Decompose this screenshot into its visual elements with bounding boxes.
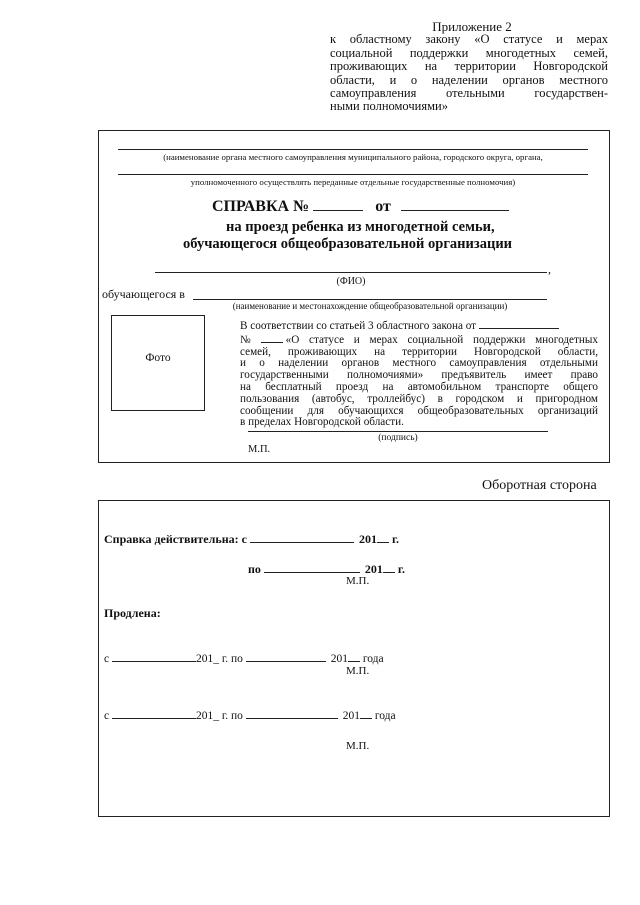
body-line-2: № «О статусе и мерах социальной поддержки многодетных	[240, 333, 598, 346]
body-line-8: сообщении для обучающихся общеобразовательных организаций	[240, 404, 598, 417]
appendix-line-4: области, и о наделении органов местного	[330, 72, 608, 87]
body-line-9: в пределах Новгородской области.	[240, 416, 404, 429]
valid-from-year-blank[interactable]	[377, 532, 389, 543]
certificate-subtitle-1: на проезд ребенка из многодетной семьи,	[226, 219, 495, 235]
extension-row-1: с 201_ г. по 201 года	[104, 653, 384, 665]
certificate-title	[212, 198, 509, 216]
appendix-line-5: самоуправления отельными государствен-	[330, 86, 608, 101]
signature-caption: (подпись)	[378, 433, 418, 443]
valid-to-year-blank[interactable]	[383, 562, 395, 573]
valid-to-date-blank[interactable]	[264, 562, 360, 573]
number-blank[interactable]	[313, 200, 363, 211]
valid-to-label: по	[248, 562, 261, 576]
appendix-line-6: ными полномочиями»	[330, 99, 448, 114]
ext2-year-blank[interactable]	[360, 708, 372, 719]
fio-caption: (ФИО)	[336, 276, 366, 287]
body-line-3: семей, проживающих на территории Новгородской области,	[240, 345, 598, 358]
valid-from-year-suffix: г.	[391, 532, 400, 546]
valid-to-row	[248, 562, 405, 577]
extension-row-2: с 201_ г. по 201 года	[104, 710, 396, 722]
ext2-to-blank[interactable]	[246, 708, 338, 719]
extended-label: Продлена:	[104, 606, 161, 620]
body-line-7: пользования (автобус, троллейбус) в городском и пригородном	[240, 392, 598, 405]
certificate-body	[240, 319, 598, 429]
ext1-to-blank[interactable]	[246, 651, 326, 662]
org-line-1	[118, 149, 588, 150]
title-from: от	[375, 198, 391, 215]
school-line[interactable]	[193, 299, 547, 300]
ext2-from-blank[interactable]	[112, 708, 196, 719]
valid-from-date-blank[interactable]	[250, 532, 354, 543]
body-line-4: и о наделении органов местного самоуправления отдельными	[240, 357, 598, 370]
valid-from-row	[104, 532, 399, 547]
body-line-6: на бесплатный проезд на автомобильном транспорте общего	[240, 380, 598, 393]
org-caption-2: уполномоченного осуществлять переданные отдельные государственные полномочия)	[190, 177, 516, 187]
appendix-title: Приложение 2	[432, 19, 512, 34]
law-date-blank[interactable]	[479, 319, 559, 329]
school-caption: (наименование и местонахождение общеобразовательной организации)	[232, 301, 508, 311]
body-line-1: В соответствии со статьей 3 областного закона от	[240, 319, 598, 333]
photo-label: Фото	[145, 352, 171, 364]
back-side-label: Оборотная сторона	[482, 478, 597, 493]
appendix-header	[330, 20, 608, 114]
org-line-2	[118, 174, 588, 175]
appendix-line-2: социальной поддержки многодетных семей,	[330, 45, 608, 60]
back-stamp-1: М.П.	[346, 575, 370, 587]
law-number-blank[interactable]	[261, 333, 283, 343]
date-blank[interactable]	[401, 200, 509, 211]
studying-label: обучающегося в	[102, 287, 185, 301]
ext1-from-blank[interactable]	[112, 651, 196, 662]
ext1-year-blank[interactable]	[348, 651, 360, 662]
fio-line[interactable]	[155, 272, 547, 273]
title-prefix: СПРАВКА №	[212, 198, 310, 215]
certificate-subtitle-2: обучающегося общеобразовательной организации	[183, 236, 513, 252]
body-line-5: государственными полномочиями» предъявитель имеет право	[240, 369, 598, 382]
appendix-line-1: к областному закону «О статусе и мерах	[330, 32, 608, 47]
front-stamp: М.П.	[248, 444, 271, 455]
back-stamp-2: М.П.	[346, 665, 370, 677]
valid-from-label: Справка действительна: с	[104, 532, 247, 546]
valid-to-year: 201	[364, 562, 383, 576]
fio-comma: ,	[548, 262, 551, 276]
signature-line[interactable]	[248, 431, 548, 432]
back-stamp-3: М.П.	[346, 740, 370, 752]
valid-from-year: 201	[358, 532, 377, 546]
appendix-line-3: проживающих на территории Новгородской	[330, 59, 608, 74]
valid-to-year-suffix: г.	[397, 562, 406, 576]
org-caption-1: (наименование органа местного самоуправления муниципального района, городского округа, органа,	[163, 152, 543, 162]
